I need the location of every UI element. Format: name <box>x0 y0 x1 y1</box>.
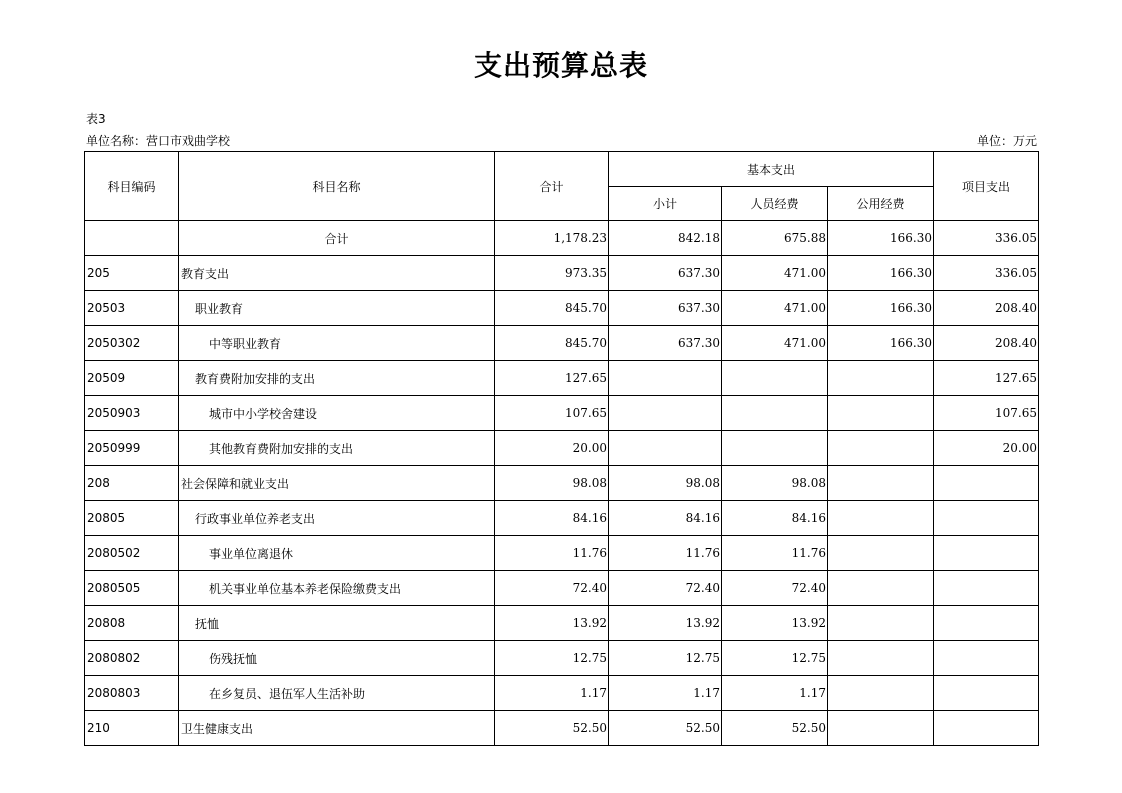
code-cell: 205 <box>85 256 179 291</box>
public-cell <box>828 361 934 396</box>
project-cell <box>934 501 1039 536</box>
personnel-cell: 13.92 <box>722 606 828 641</box>
table-row <box>85 501 1039 536</box>
total-cell: 13.92 <box>495 606 609 641</box>
code-cell: 2080803 <box>85 676 179 711</box>
table-number: 表3 <box>86 112 106 126</box>
personnel-cell: 52.50 <box>722 711 828 746</box>
name-cell: 事业单位离退休 <box>179 536 495 571</box>
personnel-cell: 84.16 <box>722 501 828 536</box>
public-cell <box>828 396 934 431</box>
total-cell: 127.65 <box>495 361 609 396</box>
table-row <box>85 641 1039 676</box>
table-row <box>85 466 1039 501</box>
code-cell: 2050903 <box>85 396 179 431</box>
subtotal-cell: 52.50 <box>609 711 722 746</box>
code-cell: 2080505 <box>85 571 179 606</box>
project-cell: 127.65 <box>934 361 1039 396</box>
code-cell: 20503 <box>85 291 179 326</box>
name-cell: 城市中小学校舍建设 <box>179 396 495 431</box>
total-cell: 845.70 <box>495 291 609 326</box>
subtotal-cell: 637.30 <box>609 256 722 291</box>
project-cell: 107.65 <box>934 396 1039 431</box>
table-row <box>85 536 1039 571</box>
subtotal-cell: 1.17 <box>609 676 722 711</box>
header-basic: 基本支出 <box>609 152 934 187</box>
project-cell <box>934 676 1039 711</box>
budget-table <box>84 151 1039 746</box>
subtotal-cell <box>609 396 722 431</box>
project-cell <box>934 606 1039 641</box>
table-row <box>85 606 1039 641</box>
total-cell: 1.17 <box>495 676 609 711</box>
code-cell: 208 <box>85 466 179 501</box>
total-cell: 72.40 <box>495 571 609 606</box>
public-cell <box>828 606 934 641</box>
code-cell: 20808 <box>85 606 179 641</box>
personnel-cell: 98.08 <box>722 466 828 501</box>
subtotal-cell: 637.30 <box>609 291 722 326</box>
public-cell <box>828 711 934 746</box>
subtotal-cell: 637.30 <box>609 326 722 361</box>
name-cell: 教育费附加安排的支出 <box>179 361 495 396</box>
header-personnel: 人员经费 <box>722 187 828 221</box>
subtotal-cell: 12.75 <box>609 641 722 676</box>
name-cell: 机关事业单位基本养老保险缴费支出 <box>179 571 495 606</box>
personnel-cell: 471.00 <box>722 256 828 291</box>
project-cell: 20.00 <box>934 431 1039 466</box>
project-cell: 336.05 <box>934 256 1039 291</box>
name-cell: 职业教育 <box>179 291 495 326</box>
table-row <box>85 396 1039 431</box>
personnel-cell: 72.40 <box>722 571 828 606</box>
header-project: 项目支出 <box>934 152 1039 221</box>
project-cell: 208.40 <box>934 291 1039 326</box>
personnel-cell: 1.17 <box>722 676 828 711</box>
code-cell: 2050302 <box>85 326 179 361</box>
name-cell: 行政事业单位养老支出 <box>179 501 495 536</box>
table-row <box>85 361 1039 396</box>
personnel-cell <box>722 431 828 466</box>
public-cell: 166.30 <box>828 326 934 361</box>
public-cell: 166.30 <box>828 291 934 326</box>
header-total: 合计 <box>495 152 609 221</box>
personnel-cell: 471.00 <box>722 291 828 326</box>
name-cell: 抚恤 <box>179 606 495 641</box>
public-cell: 166.30 <box>828 256 934 291</box>
personnel-cell: 11.76 <box>722 536 828 571</box>
header-name: 科目名称 <box>179 152 495 221</box>
table-row <box>85 571 1039 606</box>
total-cell: 84.16 <box>495 501 609 536</box>
name-cell: 社会保障和就业支出 <box>179 466 495 501</box>
table-body <box>85 221 1039 746</box>
name-cell: 在乡复员、退伍军人生活补助 <box>179 676 495 711</box>
subtotal-cell: 13.92 <box>609 606 722 641</box>
subtotal-cell: 84.16 <box>609 501 722 536</box>
total-total-cell: 1,178.23 <box>495 221 609 256</box>
table-row <box>85 256 1039 291</box>
code-cell: 20509 <box>85 361 179 396</box>
project-cell <box>934 466 1039 501</box>
name-cell: 其他教育费附加安排的支出 <box>179 431 495 466</box>
total-cell: 107.65 <box>495 396 609 431</box>
unit-name: 单位名称：营口市戏曲学校 <box>86 134 231 148</box>
public-cell <box>828 501 934 536</box>
project-cell <box>934 641 1039 676</box>
total-name-cell: 合计 <box>179 221 495 256</box>
public-cell <box>828 641 934 676</box>
public-cell <box>828 431 934 466</box>
total-cell: 12.75 <box>495 641 609 676</box>
code-cell: 2080502 <box>85 536 179 571</box>
page-title: 支出预算总表 <box>473 49 648 82</box>
personnel-cell <box>722 361 828 396</box>
total-subtotal-cell: 842.18 <box>609 221 722 256</box>
code-cell: 2080802 <box>85 641 179 676</box>
subtotal-cell <box>609 361 722 396</box>
public-cell <box>828 676 934 711</box>
total-cell: 98.08 <box>495 466 609 501</box>
total-cell: 52.50 <box>495 711 609 746</box>
total-cell: 20.00 <box>495 431 609 466</box>
total-project-cell: 336.05 <box>934 221 1039 256</box>
project-cell <box>934 536 1039 571</box>
name-cell: 教育支出 <box>179 256 495 291</box>
subtotal-cell: 72.40 <box>609 571 722 606</box>
personnel-cell: 471.00 <box>722 326 828 361</box>
total-cell: 973.35 <box>495 256 609 291</box>
table-row <box>85 431 1039 466</box>
total-code-cell <box>85 221 179 256</box>
table-row <box>85 711 1039 746</box>
personnel-cell <box>722 396 828 431</box>
total-row <box>85 221 1039 256</box>
table-row <box>85 326 1039 361</box>
public-cell <box>828 536 934 571</box>
header-public: 公用经费 <box>828 187 934 221</box>
total-public-cell: 166.30 <box>828 221 934 256</box>
code-cell: 20805 <box>85 501 179 536</box>
currency-unit: 单位：万元 <box>976 134 1037 148</box>
project-cell <box>934 711 1039 746</box>
subtotal-cell: 98.08 <box>609 466 722 501</box>
code-cell: 210 <box>85 711 179 746</box>
header-code: 科目编码 <box>85 152 179 221</box>
subtotal-cell <box>609 431 722 466</box>
header-subtotal: 小计 <box>609 187 722 221</box>
name-cell: 卫生健康支出 <box>179 711 495 746</box>
total-cell: 11.76 <box>495 536 609 571</box>
name-cell: 伤残抚恤 <box>179 641 495 676</box>
table-row <box>85 676 1039 711</box>
personnel-cell: 12.75 <box>722 641 828 676</box>
code-cell: 2050999 <box>85 431 179 466</box>
project-cell: 208.40 <box>934 326 1039 361</box>
total-personnel-cell: 675.88 <box>722 221 828 256</box>
name-cell: 中等职业教育 <box>179 326 495 361</box>
total-cell: 845.70 <box>495 326 609 361</box>
table-row <box>85 291 1039 326</box>
project-cell <box>934 571 1039 606</box>
public-cell <box>828 466 934 501</box>
public-cell <box>828 571 934 606</box>
subtotal-cell: 11.76 <box>609 536 722 571</box>
